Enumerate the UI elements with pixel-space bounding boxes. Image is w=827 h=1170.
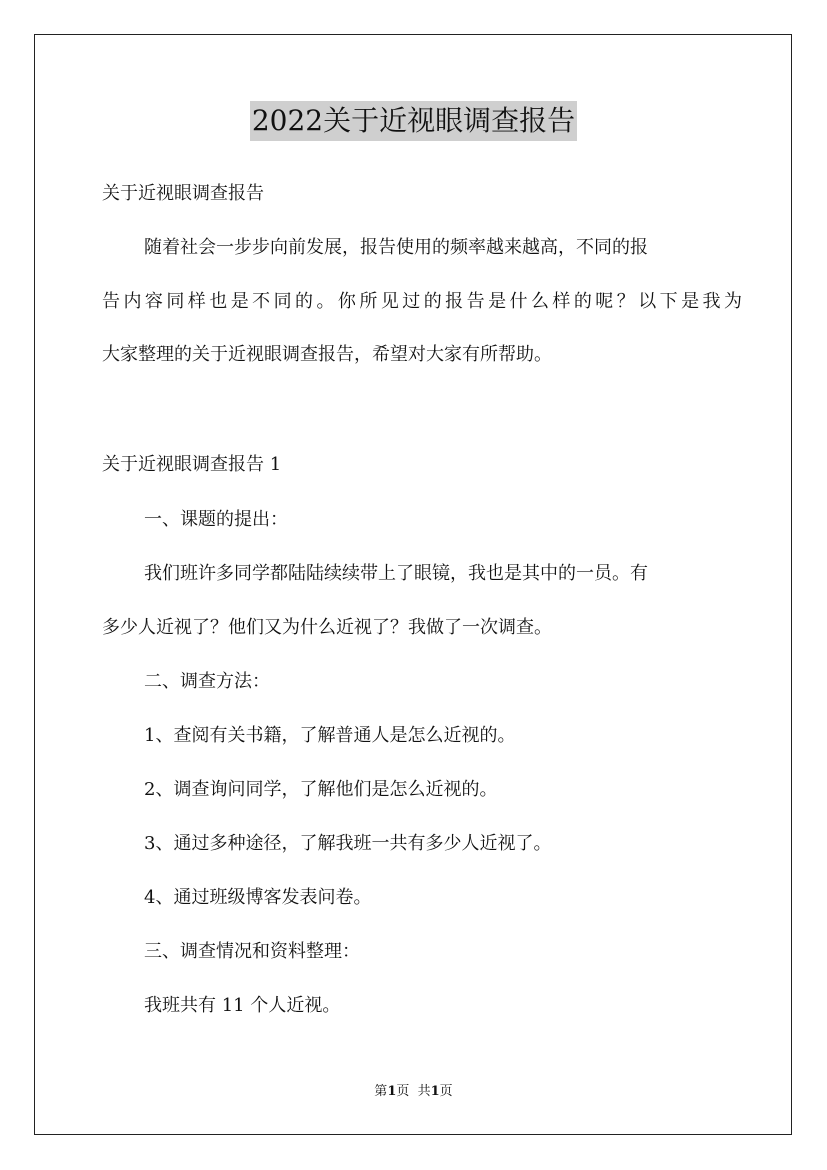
report-heading: 关于近视眼调查报告 1: [102, 454, 282, 475]
document-title-text: 2022关于近视眼调查报告: [250, 101, 577, 141]
section3-heading: 三、调查情况和资料整理：: [144, 941, 360, 962]
section2-heading: 二、调查方法：: [144, 671, 270, 692]
section1-heading: 一、课题的提出：: [144, 509, 288, 530]
intro-line-2: 告内容同样也是不同的。你所见过的报告是什么样的呢？以下是我为: [102, 291, 742, 312]
intro-line-1: 随着社会一步步向前发展，报告使用的频率越来越高，不同的报: [144, 237, 648, 258]
method-item-2: 2、调查询问同学，了解他们是怎么近视的。: [144, 779, 498, 800]
footer-page-number: 1: [387, 1084, 397, 1099]
method-item-4: 4、通过班级博客发表问卷。: [144, 887, 372, 908]
section1-line-2: 多少人近视了？他们又为什么近视了？我做了一次调查。: [102, 617, 552, 638]
section3-line: 我班共有 11 个人近视。: [144, 995, 341, 1016]
method-item-3: 3、通过多种途径，了解我班一共有多少人近视了。: [144, 833, 552, 854]
section1-line-1: 我们班许多同学都陆陆续续带上了眼镜，我也是其中的一员。有: [144, 563, 648, 584]
document-title: [0, 100, 827, 141]
footer-total-pages: 1: [430, 1084, 440, 1099]
intro-line-3: 大家整理的关于近视眼调查报告，希望对大家有所帮助。: [102, 344, 552, 365]
subtitle: 关于近视眼调查报告: [102, 183, 264, 204]
method-item-1: 1、查阅有关书籍，了解普通人是怎么近视的。: [144, 725, 516, 746]
footer-middle: 页 共: [396, 1084, 431, 1099]
footer-suffix: 页: [439, 1084, 453, 1099]
footer-prefix: 第: [374, 1084, 388, 1099]
page-footer: [0, 1083, 827, 1101]
